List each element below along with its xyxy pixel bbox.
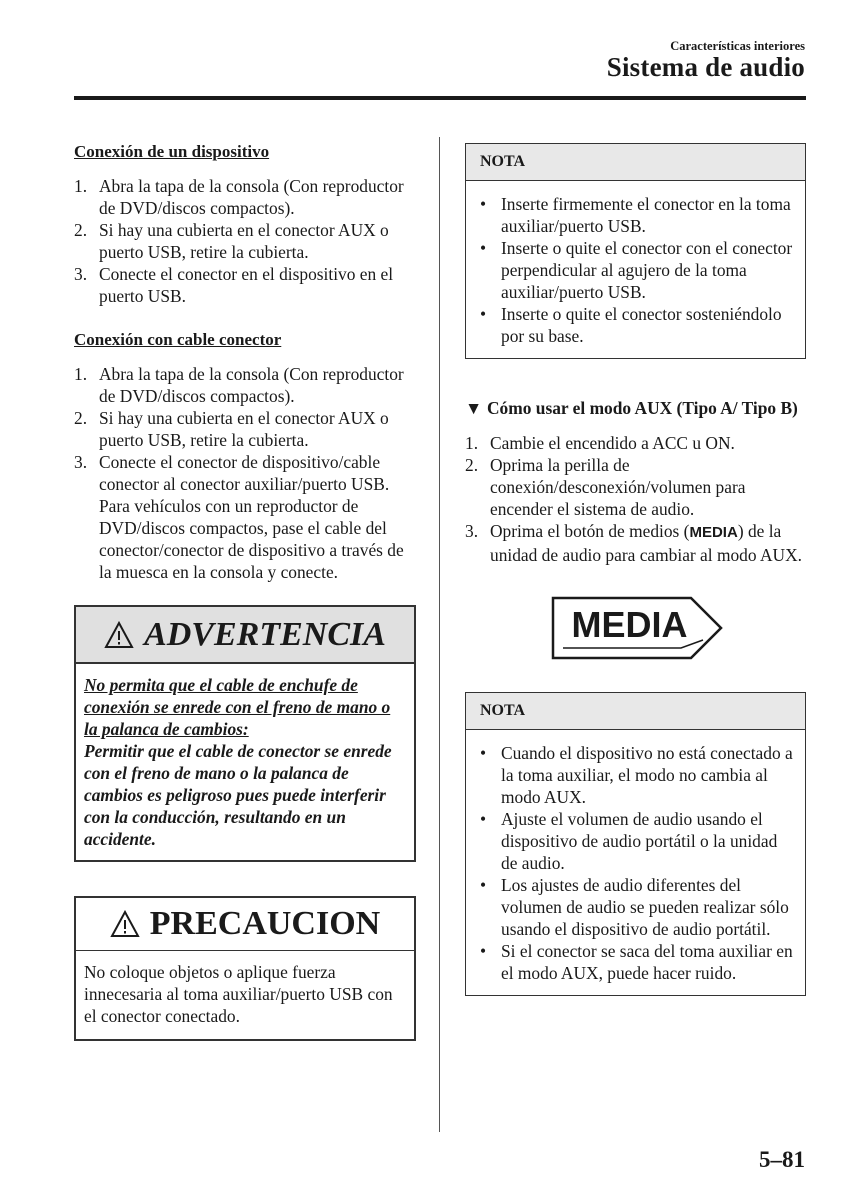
step-number: 1. (465, 433, 479, 453)
steps-aux (465, 432, 806, 566)
page-number: 5–81 (759, 1147, 805, 1172)
bullet: • (480, 238, 487, 258)
list-item (74, 363, 416, 407)
caution-triangle-icon (110, 910, 140, 938)
nota-text: Inserte o quite el conector sosteniéndolo por su base. (501, 304, 782, 346)
step-number: 3. (74, 452, 88, 472)
bullet: • (480, 304, 487, 324)
left-column (74, 140, 416, 1041)
bullet: • (480, 809, 487, 829)
nota-text: Si el conector se saca del toma auxiliar en el modo AUX, puede hacer ruido. (501, 941, 793, 983)
step-text: Abra la tapa de la consola (Con reproductor de DVD/discos compactos). (99, 176, 404, 218)
list-item (480, 303, 795, 347)
list-item (480, 940, 795, 984)
column-divider (439, 137, 440, 1132)
list-item (480, 193, 795, 237)
warning-title: ADVERTENCIA (144, 615, 386, 653)
list-item (74, 263, 416, 307)
nota-text: Cuando el dispositivo no está conectado a la toma auxiliar, el modo no cambia al modo AUX. (501, 743, 793, 807)
step-text: Conecte el conector en el dispositivo en el puerto USB. (99, 264, 394, 306)
warning-lead: No permita que el cable de enchufe de conexión se enrede con el freno de mano o la palanca de cambios: (84, 675, 391, 739)
step-text-before: Oprima el botón de medios ( (490, 521, 690, 541)
bullet: • (480, 875, 487, 895)
caution-box (74, 896, 416, 1041)
list-item (480, 808, 795, 874)
warning-box (74, 605, 416, 862)
caution-title: PRECAUCION (149, 905, 381, 942)
bullet: • (480, 743, 487, 763)
nota-box-1 (465, 143, 806, 359)
step-text-after: ) de la unidad de audio para cambiar al modo AUX. (490, 521, 802, 565)
media-inline-label: MEDIA (689, 524, 738, 541)
nota-heading: NOTA (466, 144, 805, 181)
right-column (465, 140, 806, 996)
list-item (74, 451, 416, 583)
step-text (490, 520, 806, 566)
warning-header (76, 607, 414, 664)
step-number: 3. (74, 264, 88, 284)
bullet: • (480, 941, 487, 961)
nota-list (466, 181, 805, 358)
list-item (480, 874, 795, 940)
header-rule (74, 96, 806, 100)
list-item (480, 237, 795, 303)
list-item (74, 407, 416, 451)
step-text: Si hay una cubierta en el conector AUX o puerto USB, retire la cubierta. (99, 220, 389, 262)
step-number: 1. (74, 176, 88, 196)
step-text: Cambie el encendido a ACC u ON. (490, 433, 735, 453)
step-text: Abra la tapa de la consola (Con reproductor de DVD/discos compactos). (99, 364, 404, 406)
aux-heading-text: Cómo usar el modo AUX (Tipo A/ Tipo B) (487, 398, 798, 418)
caution-header (76, 898, 414, 951)
step-number: 2. (465, 455, 479, 475)
list-item (465, 520, 806, 566)
step-number: 2. (74, 220, 88, 240)
aux-heading (465, 397, 806, 419)
header-subtitle: Características interiores (670, 39, 805, 53)
nota-text: Inserte o quite el conector con el conector perpendicular al agujero de la toma auxiliar/puerto USB. (501, 238, 793, 302)
nota-list (466, 730, 805, 995)
list-item (74, 219, 416, 263)
step-text: Si hay una cubierta en el conector AUX o puerto USB, retire la cubierta. (99, 408, 389, 450)
steps-cable (74, 363, 416, 583)
warning-triangle-icon (104, 621, 134, 649)
warning-text: Permitir que el cable de conector se enrede con el freno de mano o la palanca de cambios es peligroso pues puede interferir con la conducción, resultando en un accidente. (84, 741, 392, 849)
nota-text: Inserte firmemente el conector en la toma auxiliar/puerto USB. (501, 194, 791, 236)
step-text: Conecte el conector de dispositivo/cable conector al conector auxiliar/puerto USB. Para vehículos con un reproductor de DVD/discos compactos, pase el cable del conector/conector de dispositivo a través de la muesca en la consola y conecte. (99, 452, 404, 582)
step-number: 2. (74, 408, 88, 428)
caution-body: No coloque objetos o aplique fuerza innecesaria al toma auxiliar/puerto USB con el conector conectado. (84, 962, 393, 1026)
steps-device (74, 175, 416, 307)
section-heading-cable: Conexión con cable conector (74, 330, 282, 349)
step-number: 1. (74, 364, 88, 384)
nota-box-2 (465, 692, 806, 996)
step-number: 3. (465, 521, 479, 541)
nota-text: Ajuste el volumen de audio usando el dispositivo de audio portátil o la unidad de audio. (501, 809, 778, 873)
triangle-down-icon: ▼ (465, 398, 483, 418)
list-item (74, 175, 416, 219)
media-button-illustration (541, 594, 731, 664)
warning-body (76, 664, 414, 860)
list-item (480, 742, 795, 808)
bullet: • (480, 194, 487, 214)
media-button-label: MEDIA (571, 604, 688, 645)
nota-text: Los ajustes de audio diferentes del volumen de audio se pueden realizar sólo usando el dispositivo de audio portátil. (501, 875, 789, 939)
list-item (465, 454, 806, 520)
nota-heading: NOTA (466, 693, 805, 730)
list-item (465, 432, 806, 454)
header-title: Sistema de audio (606, 52, 805, 82)
section-heading-device: Conexión de un dispositivo (74, 142, 270, 161)
step-text: Oprima la perilla de conexión/desconexión/volumen para encender el sistema de audio. (490, 455, 746, 519)
